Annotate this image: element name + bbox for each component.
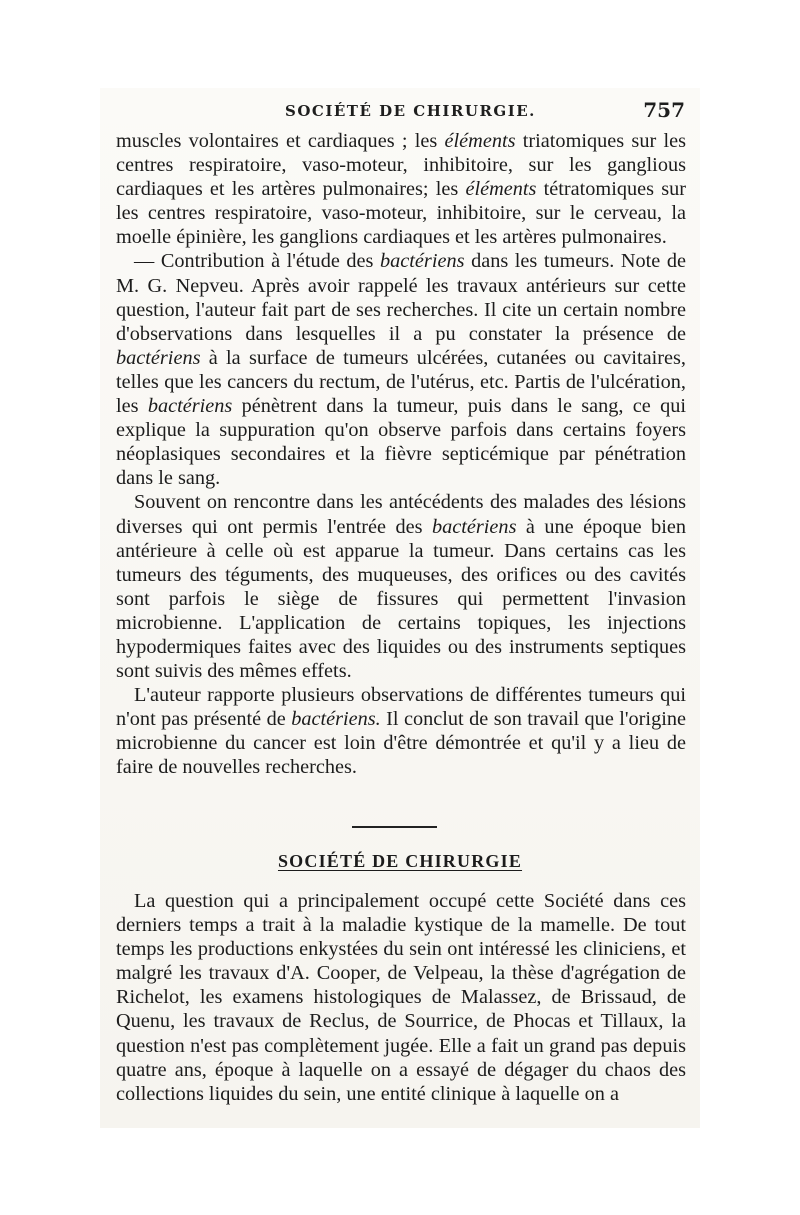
section-title: SOCIÉTÉ DE CHIRURGIE	[277, 851, 523, 871]
paragraph: L'auteur rapporte plusieurs observations de différentes tumeurs qui n'ont pas présenté de bactériens. Il conclut de son travail que l'origine microbienne du cancer est loin d'être démontrée et qu'il y a lieu de faire de nouvelles recherches.	[116, 684, 686, 779]
italic-term: éléments	[444, 130, 516, 152]
paragraph: muscles volontaires et cardiaques ; les éléments triatomiques sur les centres respiratoire, vaso-moteur, inhibitoire, sur les ganglious cardiaques et les artères pulmonaires; les éléments tétratomiques sur les centres respiratoire, vaso-moteur, inhibitoire, sur le cerveau, la moelle épinière, les ganglions cardiaques et les artères pulmonaires.	[116, 130, 687, 249]
paragraph: — Contribution à l'étude des bactériens dans les tumeurs. Note de M. G. Nepveu. Après avoir rappelé les travaux antérieurs sur cette question, l'auteur fait part de ses recherches. Il cite un certain nombre d'observations dans lesquelles il a pu constater la présence de bactériens à la surface de tumeurs ulcérées, cutanées ou cavitaires, telles que les cancers du rectum, de l'utérus, etc. Partis de l'ulcération, les bactériens pénètrent dans la tumeur, puis dans le sang, ce qui explique la suppuration qu'on observe parfois dans certains foyers néoplasiques secondaires et la fièvre septicémique par pénétration dans le sang.	[116, 250, 686, 490]
page-header	[115, 98, 685, 128]
running-title: SOCIÉTÉ DE CHIRURGIE.	[285, 102, 536, 120]
paragraph: La question qui a principalement occupé cette Société dans ces derniers temps a trait à la maladie kystique de la mamelle. De tout temps les productions enkystées du sein ont intéressé les cliniciens, et malgré les travaux d'A. Cooper, de Velpeau, la thèse d'agrégation de Richelot, les examens histologiques de Malassez, de Brissaud, de Quenu, les travaux de Reclus, de Sourrice, de Phocas et Tillaux, la question n'est pas complètement jugée. Elle a fait un grand pas depuis quatre ans, époque à laquelle on a essayé de dégager du chaos des collections liquides du sein, une entité clinique à laquelle on a	[116, 890, 686, 1105]
section-divider	[352, 826, 437, 828]
italic-term: bactériens	[380, 250, 465, 273]
italic-term: bactériens.	[291, 708, 381, 731]
italic-term: bactériens	[431, 515, 517, 538]
italic-term: bactériens	[116, 346, 201, 369]
article-body-bottom	[116, 889, 686, 1106]
paragraph: Souvent on rencontre dans les antécédents des malades des lésions diverses qui ont permis l'entrée des bactériens à une époque bien antérieure à celle où est apparue la tumeur. Dans certains cas les tumeurs des téguments, des muqueuses, des orifices ou des cavités sont parfois le siège de fissures qui permettent l'invasion microbienne. L'application de certains topiques, les injections hypodermiques faites avec des liquides ou des instruments septiques sont suivis des mêmes effets.	[116, 491, 686, 683]
italic-term: bactériens	[147, 395, 233, 418]
italic-term: éléments	[465, 178, 537, 201]
article-body-top	[116, 129, 686, 780]
page-number: 757	[643, 98, 685, 122]
